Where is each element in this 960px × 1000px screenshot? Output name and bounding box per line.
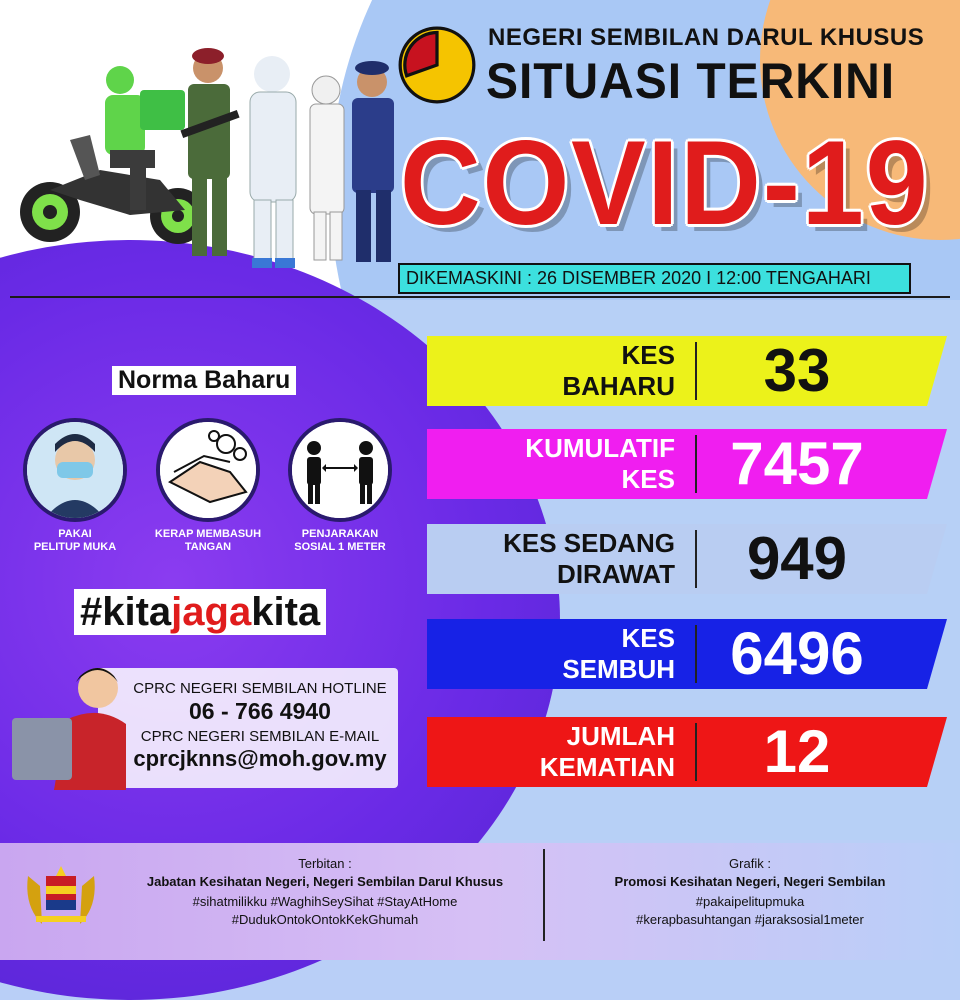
update-date-text: DIKEMASKINI : 26 DISEMBER 2020 I 12:00 TENGAHARI: [406, 268, 871, 288]
hotline-label: CPRC NEGERI SEMBILAN HOTLINE: [133, 680, 387, 697]
graphic-hashtags: #pakaipelitupmuka: [695, 894, 805, 909]
graphic-org: Promosi Kesihatan Negeri, Negeri Sembilan: [614, 874, 886, 889]
stat-label: KES SEDANG DIRAWAT: [503, 528, 675, 589]
stat-separator: [695, 625, 697, 683]
coat-of-arms-logo: [20, 866, 102, 928]
nurse-icon: [310, 76, 344, 260]
page-title: COVID-19: [400, 116, 930, 250]
page-subtitle: SITUASI TERKINI: [486, 53, 896, 109]
publisher-org: Jabatan Kesihatan Negeri, Negeri Sembilan Darul Khusus: [146, 874, 504, 889]
norma-label-handwash: KERAP MEMBASUH TANGAN: [154, 528, 262, 553]
stat-value: 949: [746, 525, 848, 592]
publisher-hashtags: #sihatmilikku #WaghihSeySihat #StayAtHome: [192, 894, 458, 909]
campaign-hashtag: #kitajagakita: [74, 589, 326, 635]
stat-separator: [695, 723, 697, 781]
stat-value: 6496: [730, 620, 864, 687]
norma-label-distancing: PENJARAKAN SOSIAL 1 METER: [294, 528, 386, 553]
social-distancing-icon: [288, 418, 392, 522]
stat-row-cumulative: [427, 429, 947, 499]
stat-value: 7457: [730, 430, 864, 497]
norma-title: Norma Baharu: [112, 366, 296, 395]
graphic-heading: Grafik :: [729, 856, 771, 871]
pie-logo-icon: [398, 26, 476, 104]
ppe-worker-icon: [250, 56, 296, 268]
hand-washing-icon: [156, 418, 260, 522]
publisher-heading: Terbitan :: [298, 856, 352, 871]
publisher-hashtags: #DudukOntokOntokKekGhumah: [231, 912, 419, 927]
face-mask-icon: [23, 418, 127, 522]
email-label: CPRC NEGERI SEMBILAN E-MAIL: [140, 728, 380, 745]
stat-row-recovered: [427, 619, 947, 689]
stat-row-new-cases: [427, 336, 947, 406]
stat-separator: [695, 342, 697, 400]
stat-separator: [695, 530, 697, 588]
stat-separator: [695, 435, 697, 493]
contact-email: cprcjknns@moh.gov.my: [133, 746, 387, 771]
norma-label-mask: PAKAI PELITUP MUKA: [33, 528, 117, 553]
header-divider: [10, 296, 950, 298]
stat-value: 33: [763, 337, 831, 404]
stat-row-under-treatment: [427, 524, 947, 594]
stat-label: KES BAHARU: [562, 340, 675, 401]
police-officer-icon: [352, 61, 394, 262]
hotline-phone: 06 - 766 4940: [189, 698, 331, 724]
stat-label: KUMULATIF KES: [525, 433, 675, 494]
footer-divider: [543, 849, 545, 941]
stat-row-deaths: [427, 717, 947, 787]
stat-label: JUMLAH KEMATIAN: [539, 721, 675, 782]
stat-label: KES SEMBUH: [562, 623, 675, 684]
stat-value: 12: [763, 718, 831, 785]
graphic-hashtags: #kerapbasuhtangan #jaraksosial1meter: [636, 912, 864, 927]
frontliners-illustration: [10, 40, 405, 290]
caller-illustration: [10, 660, 130, 790]
state-title: NEGERI SEMBILAN DARUL KHUSUS: [488, 24, 925, 51]
